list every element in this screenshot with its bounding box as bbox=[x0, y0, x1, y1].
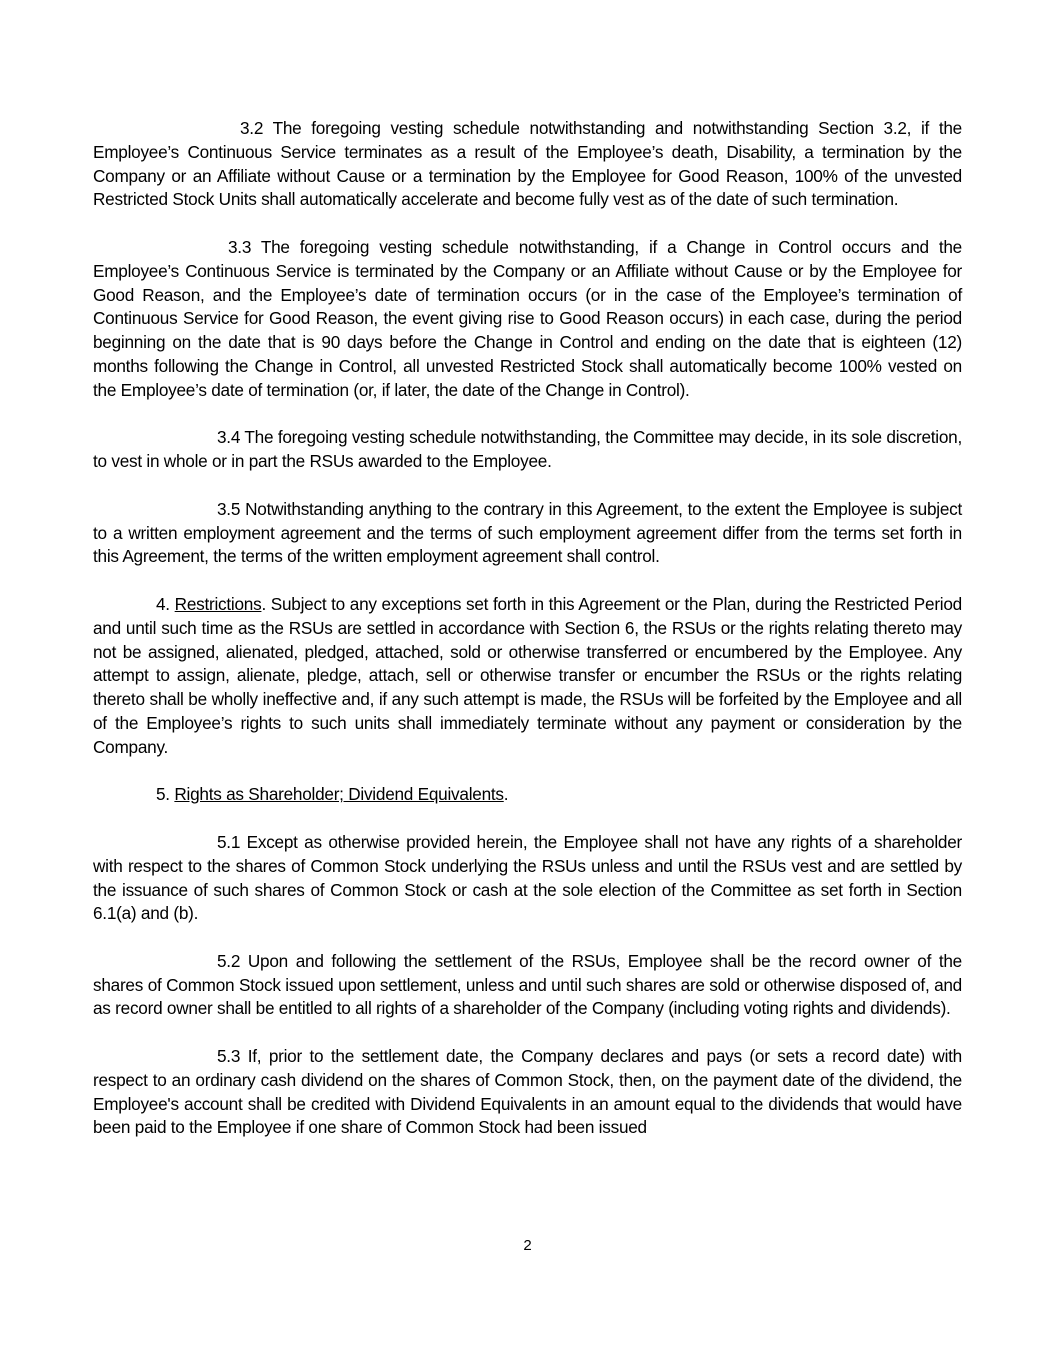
section-5-heading: Rights as Shareholder; Dividend Equivalents bbox=[174, 784, 504, 805]
section-4-heading: Restrictions bbox=[174, 593, 262, 614]
section-3-3: 3.3 The foregoing vesting schedule notwithstanding, if a Change in Control occurs and the Employee’s Continuous Service is terminated by the Company or an Affiliate without Cause or by the Employee for Good Reason, and the Employee’s date of termination occurs (or in the case of the Employee’s termination of Continuous Service for Good Reason, the event giving rise to Good Reason occurs) in each case, during the period beginning on the date that is 90 days before the Change in Control and ending on the date that is eighteen (12) months following the Change in Control, all unvested Restricted Stock shall automatically become 100% vested on the Employee’s date of termination (or, if later, the date of the Change in Control). bbox=[93, 236, 962, 400]
section-5-1: 5.1 Except as otherwise provided herein, the Employee shall not have any rights of a shareholder with respect to the shares of Common Stock underlying the RSUs unless and until the RSUs vest and are settled by the issuance of such shares of Common Stock or cash at the sole election of the Committee as set forth in Section 6.1(a) and (b). bbox=[93, 831, 962, 924]
section-4-restrictions bbox=[93, 593, 962, 760]
section-4-number: 4. bbox=[156, 593, 170, 614]
section-5-2: 5.2 Upon and following the settlement of the RSUs, Employee shall be the record owner of the shares of Common Stock issued upon settlement, unless and until such shares are sold or otherwise disposed of, and as record owner shall be entitled to all rights of a shareholder of the Company (including voting rights and dividends). bbox=[93, 950, 962, 1019]
section-5-heading-line bbox=[93, 783, 962, 807]
page-number: 2 bbox=[523, 1237, 532, 1254]
section-3-5: 3.5 Notwithstanding anything to the contrary in this Agreement, to the extent the Employee is subject to a written employment agreement and the terms of such employment agreement differ from the terms set forth in this Agreement, the terms of the written employment agreement shall control. bbox=[93, 498, 962, 567]
section-5-3: 5.3 If, prior to the settlement date, the Company declares and pays (or sets a record date) with respect to an ordinary cash dividend on the shares of Common Stock, then, on the payment date of the dividend, the Employee's account shall be credited with Dividend Equivalents in an amount equal to the dividends that would have been paid to the Employee if one share of Common Stock had been issued bbox=[93, 1046, 962, 1138]
section-4-text: . Subject to any exceptions set forth in this Agreement or the Plan, during the Restricted Period and until such time as the RSUs are settled in accordance with Section 6, the RSUs or the rights relating thereto may not be assigned, alienated, pledged, attached, sold or otherwise transferred or encumbered by the Employee. Any attempt to assign, alienate, pledge, attach, sell or otherwise transfer or encumber the RSUs or the rights relating thereto shall be wholly ineffective and, if any such attempt is made, the RSUs will be forfeited by the Employee and all of the Employee’s rights to such units shall immediately terminate without any payment or consideration by the Company. bbox=[93, 593, 962, 757]
section-5-heading-suffix: . bbox=[503, 784, 509, 805]
section-3-4: 3.4 The foregoing vesting schedule notwithstanding, the Committee may decide, in its sole discretion, to vest in whole or in part the RSUs awarded to the Employee. bbox=[93, 427, 962, 472]
document-body bbox=[93, 117, 962, 1164]
section-5-number: 5. bbox=[156, 784, 170, 805]
section-3-2: 3.2 The foregoing vesting schedule notwithstanding and notwithstanding Section 3.2, if the Employee’s Continuous Service terminates as a result of the Employee’s death, Disability, a termination by the Company or an Affiliate without Cause or a termination by the Employee for Good Reason, 100% of the unvested Restricted Stock Units shall automatically accelerate and become fully vest as of the date of such termination. bbox=[93, 118, 962, 210]
